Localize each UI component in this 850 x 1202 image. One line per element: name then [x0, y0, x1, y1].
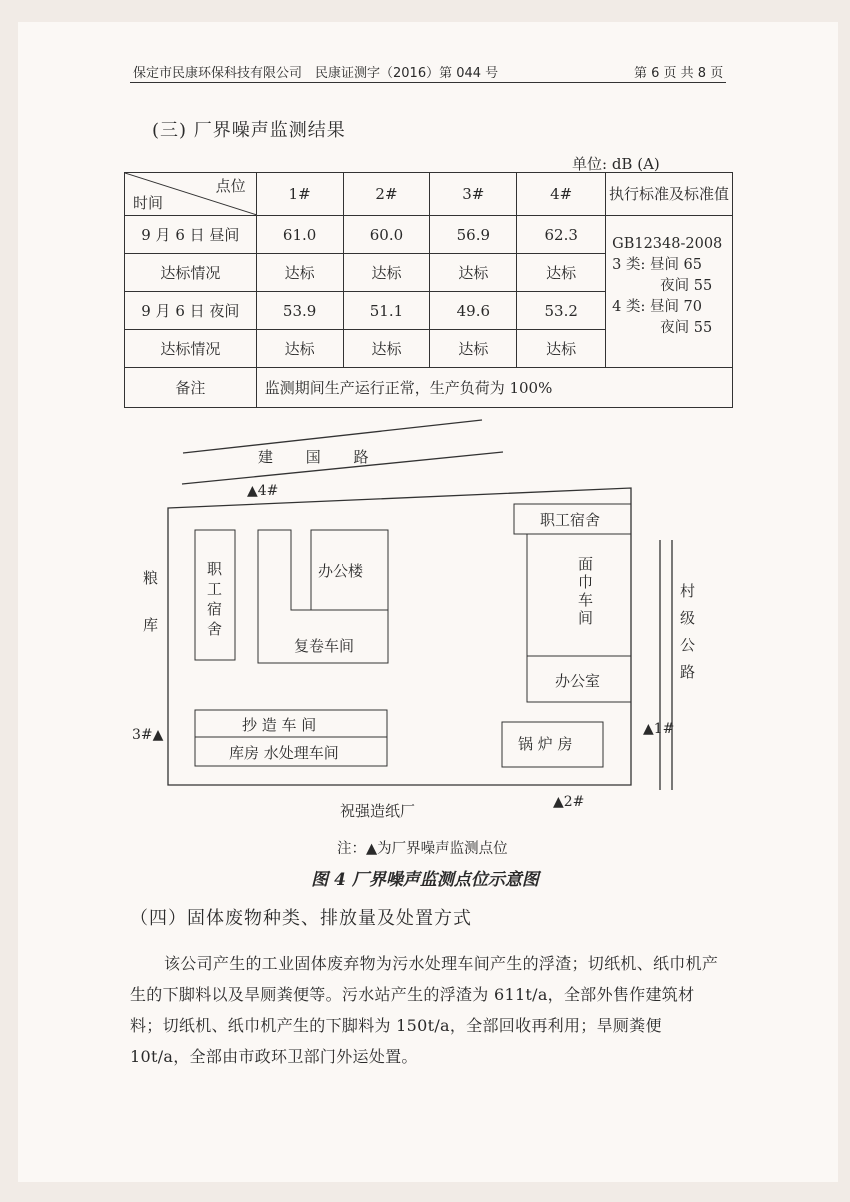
monitor-point-1: ▲1# — [643, 721, 675, 737]
row-label: 达标情况 — [125, 254, 257, 292]
cell-value: 61.0 — [256, 216, 343, 254]
point-header-2: 2# — [343, 173, 430, 216]
label-warehouse-water: 库房 水处理车间 — [229, 744, 339, 762]
label-rewinding: 复卷车间 — [294, 637, 355, 655]
header-report-no: 民康证测字（2016）第 044 号 — [315, 66, 499, 81]
label-office-building: 办公楼 — [318, 562, 364, 580]
cell-value: 56.9 — [430, 216, 517, 254]
monitor-point-2: ▲2# — [553, 794, 585, 810]
std-line-3: 夜间 55 — [660, 278, 713, 294]
corner-top-label: 点位 — [215, 177, 246, 195]
monitor-point-4: ▲4# — [247, 483, 279, 499]
header-page-number: 第 6 页 共 8 页 — [634, 66, 724, 81]
cell-value: 达标 — [343, 330, 430, 368]
body-paragraph: 该公司产生的工业固体废弃物为污水处理车间产生的浮渣；切纸机、纸巾机产生的下脚料以及旱厕粪便等。污水站产生的浮渣为 611t/a，全部外售作建筑材料；切纸机、纸巾机产生的下脚料为 150t/a，全部回收再利用；旱厕粪便 10t/a，全部由市政环卫部门外运处置。 — [130, 954, 719, 1066]
standard-header: 执行标准及标准值 — [606, 173, 733, 216]
cell-value: 51.1 — [343, 292, 430, 330]
cell-value: 达标 — [343, 254, 430, 292]
remark-label: 备注 — [125, 368, 257, 408]
cell-value: 达标 — [430, 330, 517, 368]
map-note: 注：▲为厂界噪声监测点位 — [337, 841, 508, 857]
label-dorm-left: 职工宿舍 — [207, 560, 223, 638]
row-label: 9 月 6 日 夜间 — [125, 292, 257, 330]
point-header-4: 4# — [517, 173, 606, 216]
cell-value: 达标 — [517, 254, 606, 292]
label-west-granary: 粮库 — [143, 569, 159, 634]
std-line-2: 3 类: 昼间 65 — [612, 257, 702, 273]
cell-value: 49.6 — [430, 292, 517, 330]
cell-value: 53.2 — [517, 292, 606, 330]
remark-text: 监测期间生产运行正常，生产负荷为 100% — [256, 368, 732, 408]
cell-value: 53.9 — [256, 292, 343, 330]
section-4-title: （四）固体废物种类、排放量及处置方式 — [130, 908, 472, 929]
cell-value: 达标 — [256, 254, 343, 292]
cell-value: 达标 — [256, 330, 343, 368]
monitor-point-3: 3#▲ — [132, 727, 164, 743]
point-header-3: 3# — [430, 173, 517, 216]
std-line-1: GB12348-2008 — [612, 236, 723, 252]
label-boiler: 锅 炉 房 — [518, 735, 573, 753]
cell-value: 达标 — [517, 330, 606, 368]
section-3-title: (三) 厂界噪声监测结果 — [152, 120, 346, 141]
road-north-label: 建 国 路 — [258, 448, 383, 466]
cell-value: 达标 — [430, 254, 517, 292]
label-dorm-right: 职工宿舍 — [540, 511, 601, 529]
cell-value: 60.0 — [343, 216, 430, 254]
figure-caption: 图 4 厂界噪声监测点位示意图 — [311, 870, 539, 890]
label-office: 办公室 — [555, 672, 601, 690]
unit-label: 单位: dB (A) — [572, 155, 660, 173]
point-header-1: 1# — [256, 173, 343, 216]
row-label: 9 月 6 日 昼间 — [125, 216, 257, 254]
row-label: 达标情况 — [125, 330, 257, 368]
std-line-4: 4 类: 昼间 70 — [612, 299, 702, 315]
label-road-east: 村级公路 — [680, 582, 696, 681]
label-paper-making: 抄 造 车 间 — [242, 716, 317, 734]
corner-bottom-label: 时间 — [133, 194, 164, 212]
header-company: 保定市民康环保科技有限公司 — [133, 66, 303, 81]
label-south-factory: 祝强造纸厂 — [340, 802, 416, 820]
cell-value: 62.3 — [517, 216, 606, 254]
label-towel-workshop: 面巾车间 — [578, 555, 594, 627]
std-line-5: 夜间 55 — [660, 320, 713, 336]
